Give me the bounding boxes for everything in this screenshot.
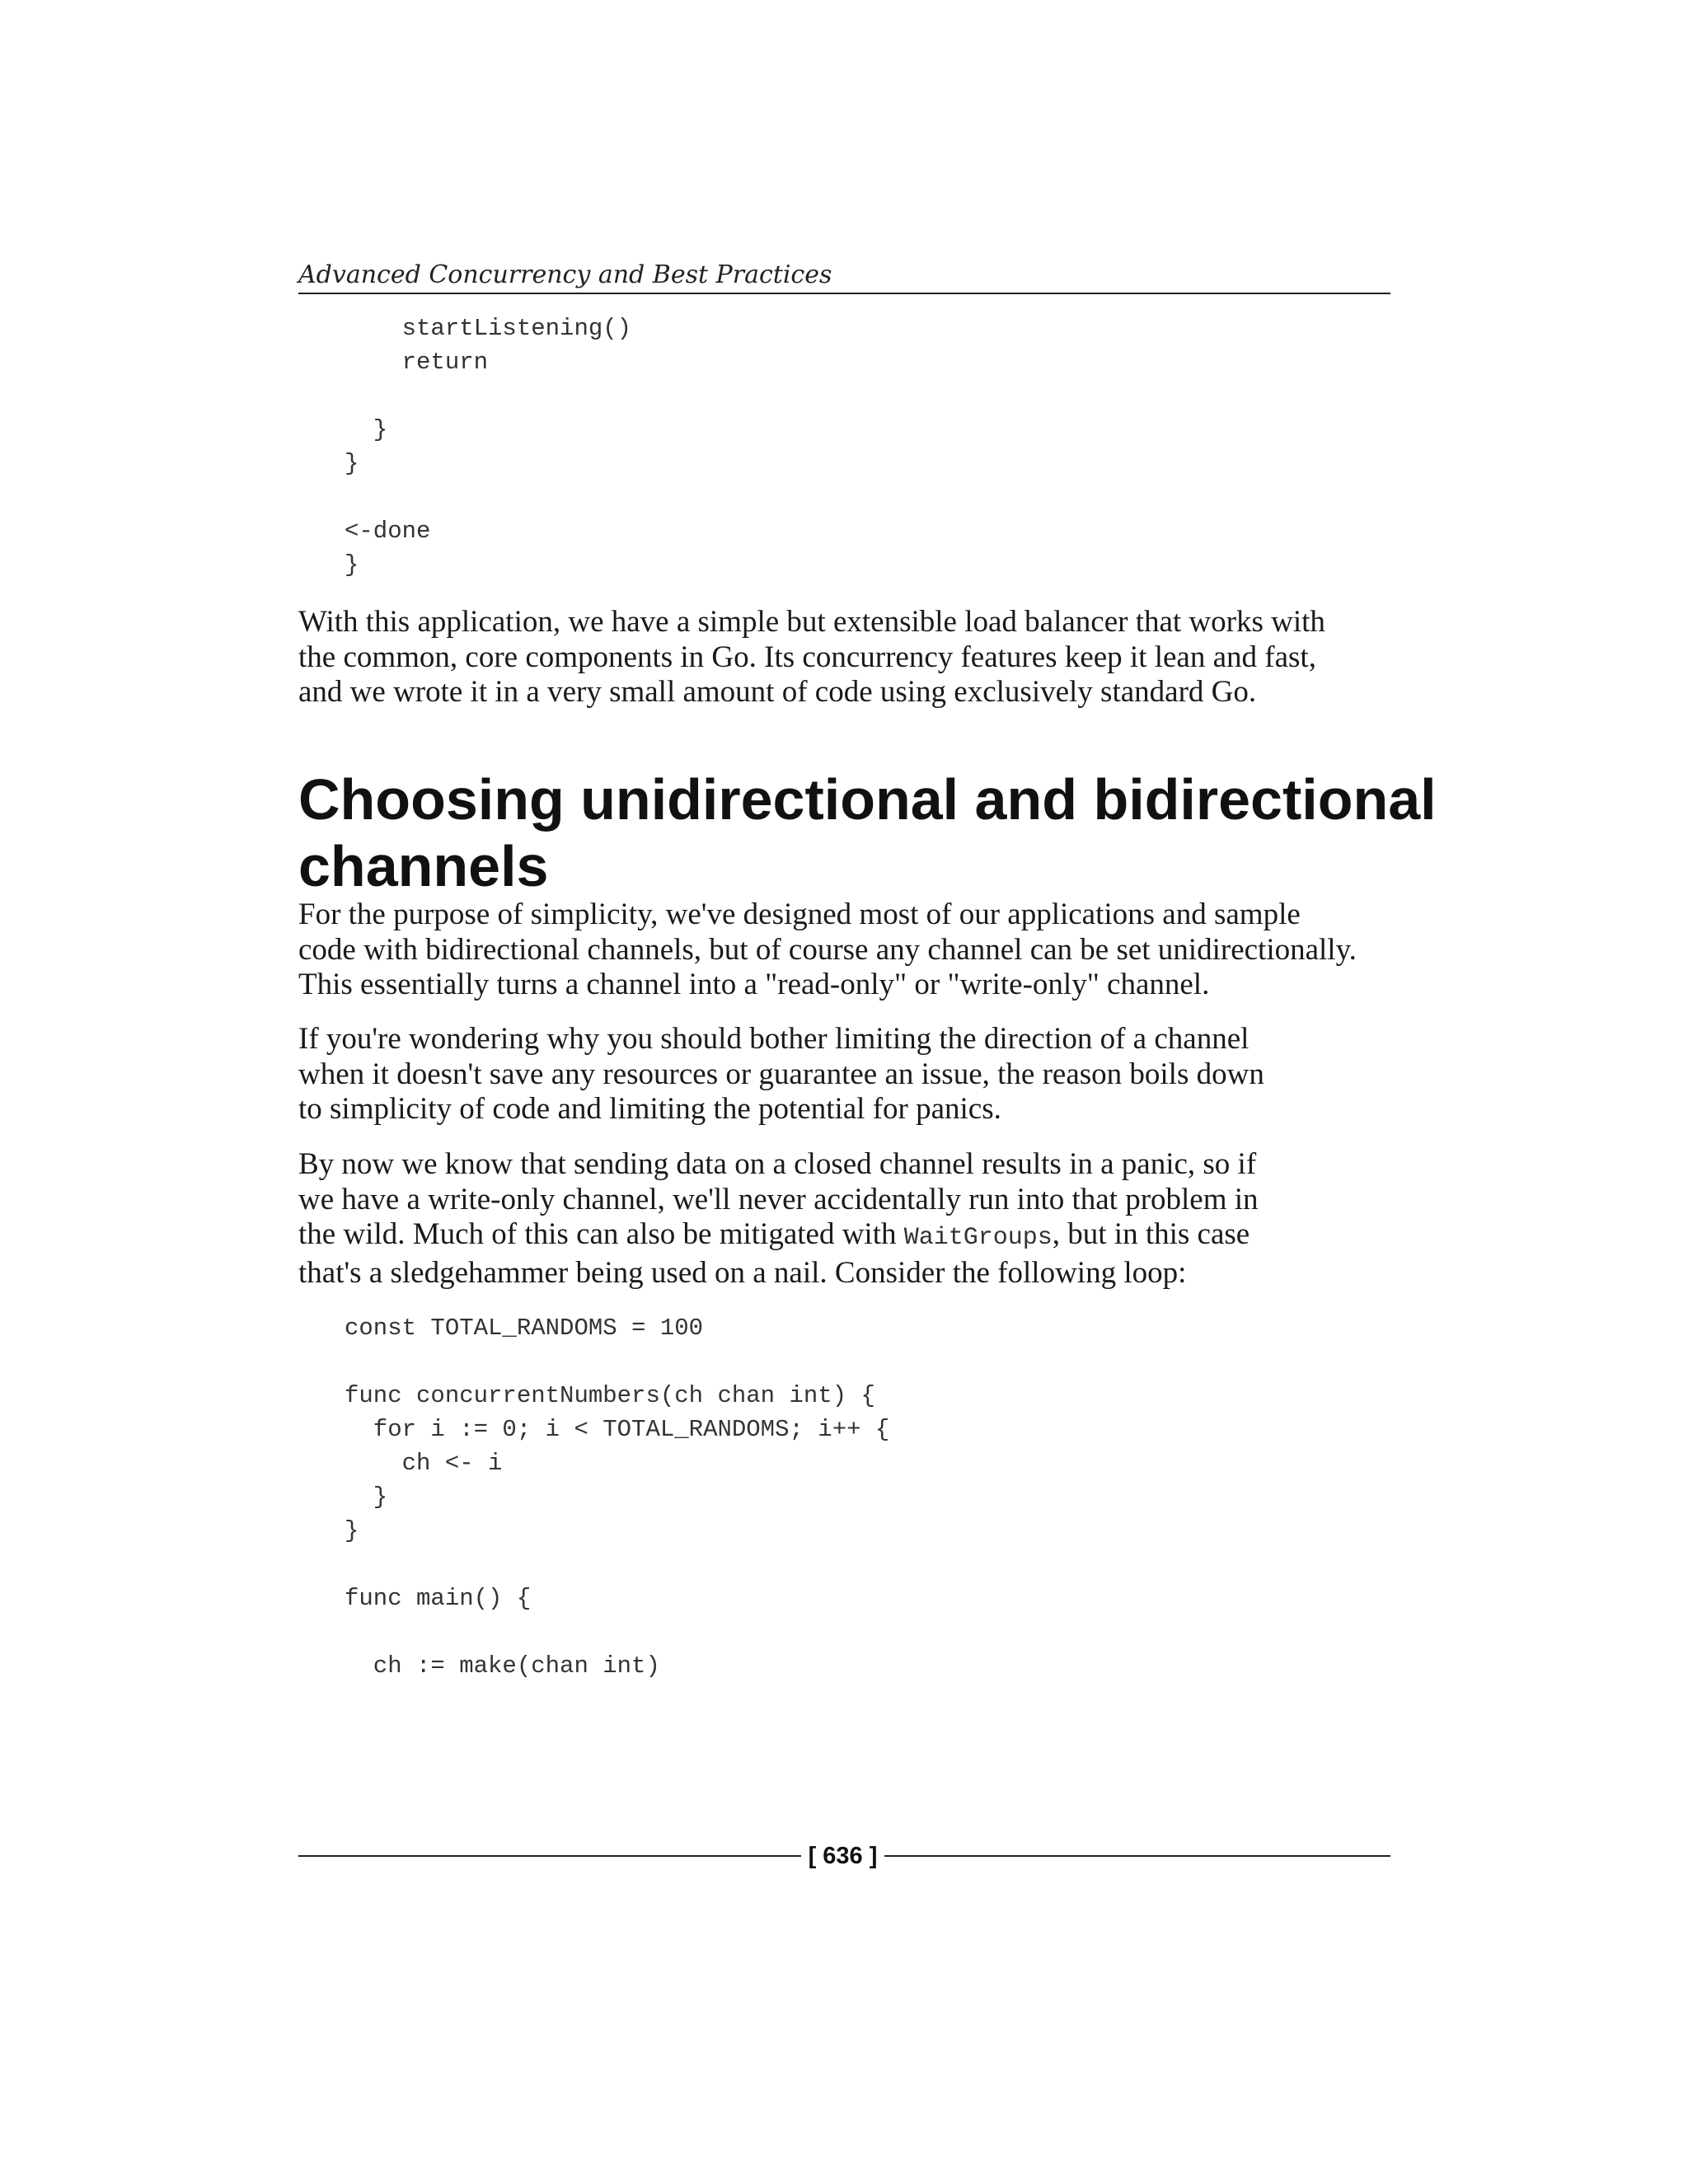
paragraph-line: This essentially turns a channel into a "read-only" or "write-only" channel. [298, 968, 1210, 1001]
paragraph-line: to simplicity of code and limiting the potential for panics. [298, 1092, 1001, 1126]
paragraph-line [298, 1217, 1395, 1256]
running-header-title: Advanced Concurrency and Best Practices [298, 260, 832, 289]
paragraph-line: the common, core components in Go. Its concurrency features keep it lean and fast, [298, 640, 1316, 674]
code-line: return [345, 349, 489, 376]
footer-rule-right [884, 1855, 1390, 1857]
code-line [345, 1548, 889, 1582]
code-line: func main() { [345, 1585, 532, 1612]
paragraph-line: By now we know that sending data on a closed channel results in a panic, so if [298, 1147, 1257, 1181]
heading-line: Choosing unidirectional and bidirectional [298, 767, 1437, 832]
code-line: } [345, 1517, 359, 1544]
code-line: ch := make(chan int) [345, 1652, 660, 1680]
paragraph-line: and we wrote it in a very small amount of code using exclusively standard Go. [298, 675, 1257, 709]
code-line [345, 480, 631, 514]
code-block-continuation [345, 312, 631, 548]
paragraph-line: With this application, we have a simple but extensible load balancer that works with [298, 605, 1325, 639]
code-closing-brace [345, 548, 359, 582]
code-line: } [345, 551, 359, 579]
header-rule [298, 293, 1390, 294]
paragraph-closed-channel-panic [298, 1147, 1395, 1291]
paragraph-line: that's a sledgehammer being used on a nail. Consider the following loop: [298, 1255, 1187, 1290]
paragraph-line: when it doesn't save any resources or guarantee an issue, the reason boils down [298, 1057, 1264, 1091]
code-line [345, 1615, 889, 1649]
inline-code-waitgroups: WaitGroups [903, 1224, 1053, 1252]
page-number: [ 636 ] [808, 1843, 878, 1869]
code-line: <-done [345, 518, 431, 545]
paragraph-line: If you're wondering why you should bother limiting the direction of a channel [298, 1022, 1250, 1056]
paragraph-why-limit-direction [298, 1022, 1395, 1127]
code-line: for i := 0; i < TOTAL_RANDOMS; i++ { [345, 1416, 890, 1443]
code-line: } [345, 450, 359, 477]
paragraph-line: code with bidirectional channels, but of course any channel can be set unidirectionally. [298, 932, 1357, 967]
code-line [345, 379, 631, 413]
code-block-concurrent-numbers [345, 1311, 889, 1683]
text-segment: , but in this case [1052, 1217, 1250, 1251]
heading-line: channels [298, 834, 549, 898]
code-line: func concurrentNumbers(ch chan int) { [345, 1382, 875, 1409]
paragraph-line: For the purpose of simplicity, we've designed most of our applications and sample [298, 898, 1301, 931]
code-line [345, 1345, 889, 1379]
code-line: startListening() [345, 315, 632, 342]
code-line: ch <- i [345, 1450, 503, 1477]
paragraph-purpose-of-simplicity [298, 898, 1395, 1003]
code-line: } [345, 416, 388, 443]
paragraph-load-balancer-summary [298, 605, 1395, 710]
text-segment: the wild. Much of this can also be mitigated with [298, 1217, 904, 1251]
footer-rule-left [298, 1855, 801, 1857]
code-line: } [345, 1483, 388, 1511]
section-heading [298, 766, 1437, 900]
paragraph-line: we have a write-only channel, we'll never accidentally run into that problem in [298, 1182, 1259, 1216]
code-line: const TOTAL_RANDOMS = 100 [345, 1315, 704, 1342]
